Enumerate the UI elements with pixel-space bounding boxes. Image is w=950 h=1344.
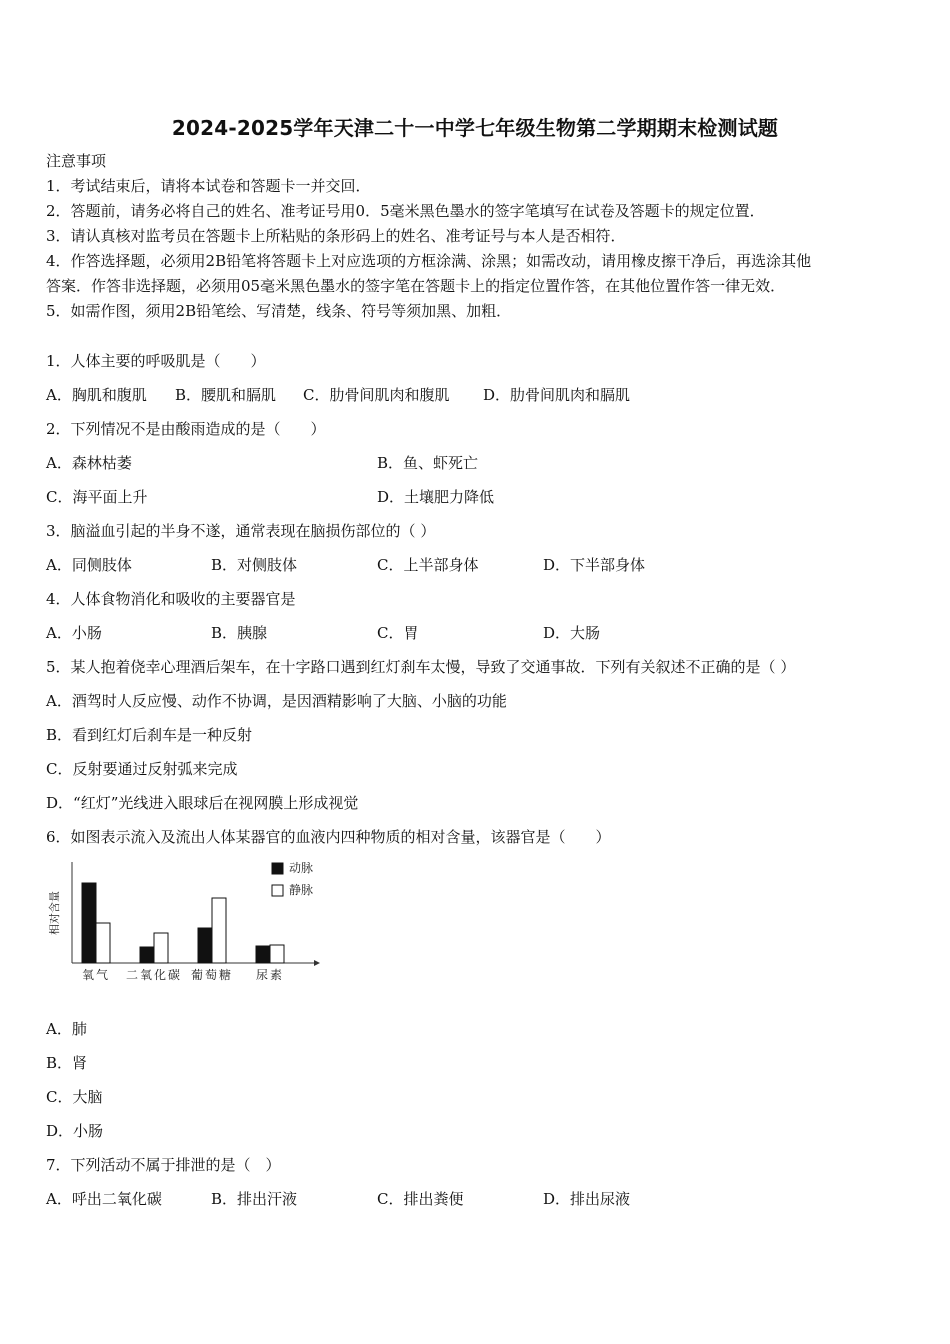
- q2-option-c: C．海平面上升: [46, 488, 148, 506]
- q3-option-c: C．上半部身体: [377, 556, 479, 574]
- q6-option-d: D．小肠: [46, 1122, 104, 1140]
- x-tick-label: 氧气: [81, 968, 111, 982]
- q1-option-a: A．胸肌和腹肌: [46, 386, 147, 404]
- q3-option-b: B．对侧肢体: [211, 556, 298, 574]
- y-axis-label: 相对含量: [48, 891, 61, 935]
- q4-option-d: D．大肠: [543, 624, 601, 642]
- q3-option-a: A．同侧肢体: [46, 556, 132, 574]
- q5-option-c: C．反射要通过反射弧来完成: [46, 760, 238, 778]
- question-stem-1: 1．人体主要的呼吸肌是（ ）: [46, 352, 266, 370]
- notice-item: 2．答题前，请务必将自己的姓名、准考证号用0．5毫米黑色墨水的签字笔填写在试卷及答题卡的规定位置．: [46, 202, 765, 220]
- q4-option-b: B．胰腺: [211, 624, 268, 642]
- q7-option-a: A．呼出二氧化碳: [46, 1190, 162, 1208]
- q1-option-c: C．肋骨间肌肉和腹肌: [303, 386, 450, 404]
- q5-option-a: A．酒驾时人反应慢、动作不协调，是因酒精影响了大脑、小脑的功能: [46, 692, 507, 710]
- x-tick-label: 葡萄糖: [190, 968, 234, 982]
- q2-option-d: D．土壤肥力降低: [377, 488, 495, 506]
- q1-option-b: B．腰肌和膈肌: [175, 386, 277, 404]
- bar-动脉-葡萄糖: [198, 928, 212, 963]
- question-stem-7: 7．下列活动不属于排泄的是（ ）: [46, 1156, 281, 1174]
- q6-option-a: A．肺: [46, 1020, 87, 1038]
- notice-item: 1．考试结束后，请将本试卷和答题卡一并交回．: [46, 177, 371, 195]
- x-axis-arrow: [314, 960, 320, 966]
- q4-option-c: C．胃: [377, 624, 419, 642]
- bar-静脉-氧气: [96, 923, 110, 963]
- q7-option-c: C．排出粪便: [377, 1190, 464, 1208]
- q3-option-d: D．下半部身体: [543, 556, 646, 574]
- legend-label: 静脉: [289, 883, 314, 897]
- notice-item: 4．作答选择题，必须用2B铅笔将答题卡上对应选项的方框涂满、涂黑；如需改动，请用橡皮擦干净后，再选涂其他: [46, 252, 812, 270]
- page-title: 2024-2025学年天津二十一中学七年级生物第二学期期末检测试题: [171, 116, 779, 140]
- notice-item: 答案．作答非选择题，必须用05毫米黑色墨水的签字笔在答题卡上的指定位置作答，在其他位置作答一律无效．: [46, 277, 786, 295]
- q6-option-b: B．肾: [46, 1054, 88, 1072]
- bar-静脉-二氧化碳: [154, 933, 168, 963]
- question-stem-5: 5．某人抱着侥幸心理酒后架车，在十字路口遇到红灯刹车太慢，导致了交通事故．下列有关叙述不正确的是（ ）: [46, 658, 796, 676]
- notice-item: 5．如需作图，须用2B铅笔绘、写清楚，线条、符号等须加黑、加粗．: [46, 302, 512, 320]
- q5-option-b: B．看到红灯后刹车是一种反射: [46, 726, 253, 744]
- question-stem-6: 6．如图表示流入及流出人体某器官的血液内四种物质的相对含量，该器官是（ ）: [46, 828, 611, 846]
- bar-静脉-尿素: [270, 945, 284, 963]
- q2-option-a: A．森林枯萎: [46, 454, 132, 472]
- question-stem-4: 4．人体食物消化和吸收的主要器官是: [46, 590, 296, 608]
- x-tick-label: 尿素: [255, 968, 285, 982]
- x-tick-label: 二氧化碳: [125, 968, 183, 982]
- question-stem-3: 3．脑溢血引起的半身不遂，通常表现在脑损伤部位的（ ）: [46, 522, 436, 540]
- q1-option-d: D．肋骨间肌肉和膈肌: [483, 386, 631, 404]
- bar-chart: [44, 858, 334, 988]
- q4-option-a: A．小肠: [46, 624, 102, 642]
- notice-item: 3．请认真核对监考员在答题卡上所粘贴的条形码上的姓名、准考证号与本人是否相符．: [46, 227, 626, 245]
- legend-swatch: [272, 885, 283, 896]
- q2-option-b: B．鱼、虾死亡: [377, 454, 479, 472]
- legend-swatch: [272, 863, 283, 874]
- question-stem-2: 2．下列情况不是由酸雨造成的是（ ）: [46, 420, 326, 438]
- bar-动脉-氧气: [82, 883, 96, 963]
- legend-label: 动脉: [289, 861, 314, 875]
- bar-静脉-葡萄糖: [212, 898, 226, 963]
- q7-option-d: D．排出尿液: [543, 1190, 631, 1208]
- q7-option-b: B．排出汗液: [211, 1190, 298, 1208]
- notice-heading: 注意事项: [46, 152, 107, 170]
- bar-动脉-二氧化碳: [140, 947, 154, 963]
- q6-option-c: C．大脑: [46, 1088, 103, 1106]
- q5-option-d: D．“红灯”光线进入眼球后在视网膜上形成视觉: [46, 794, 359, 812]
- bar-动脉-尿素: [256, 946, 270, 963]
